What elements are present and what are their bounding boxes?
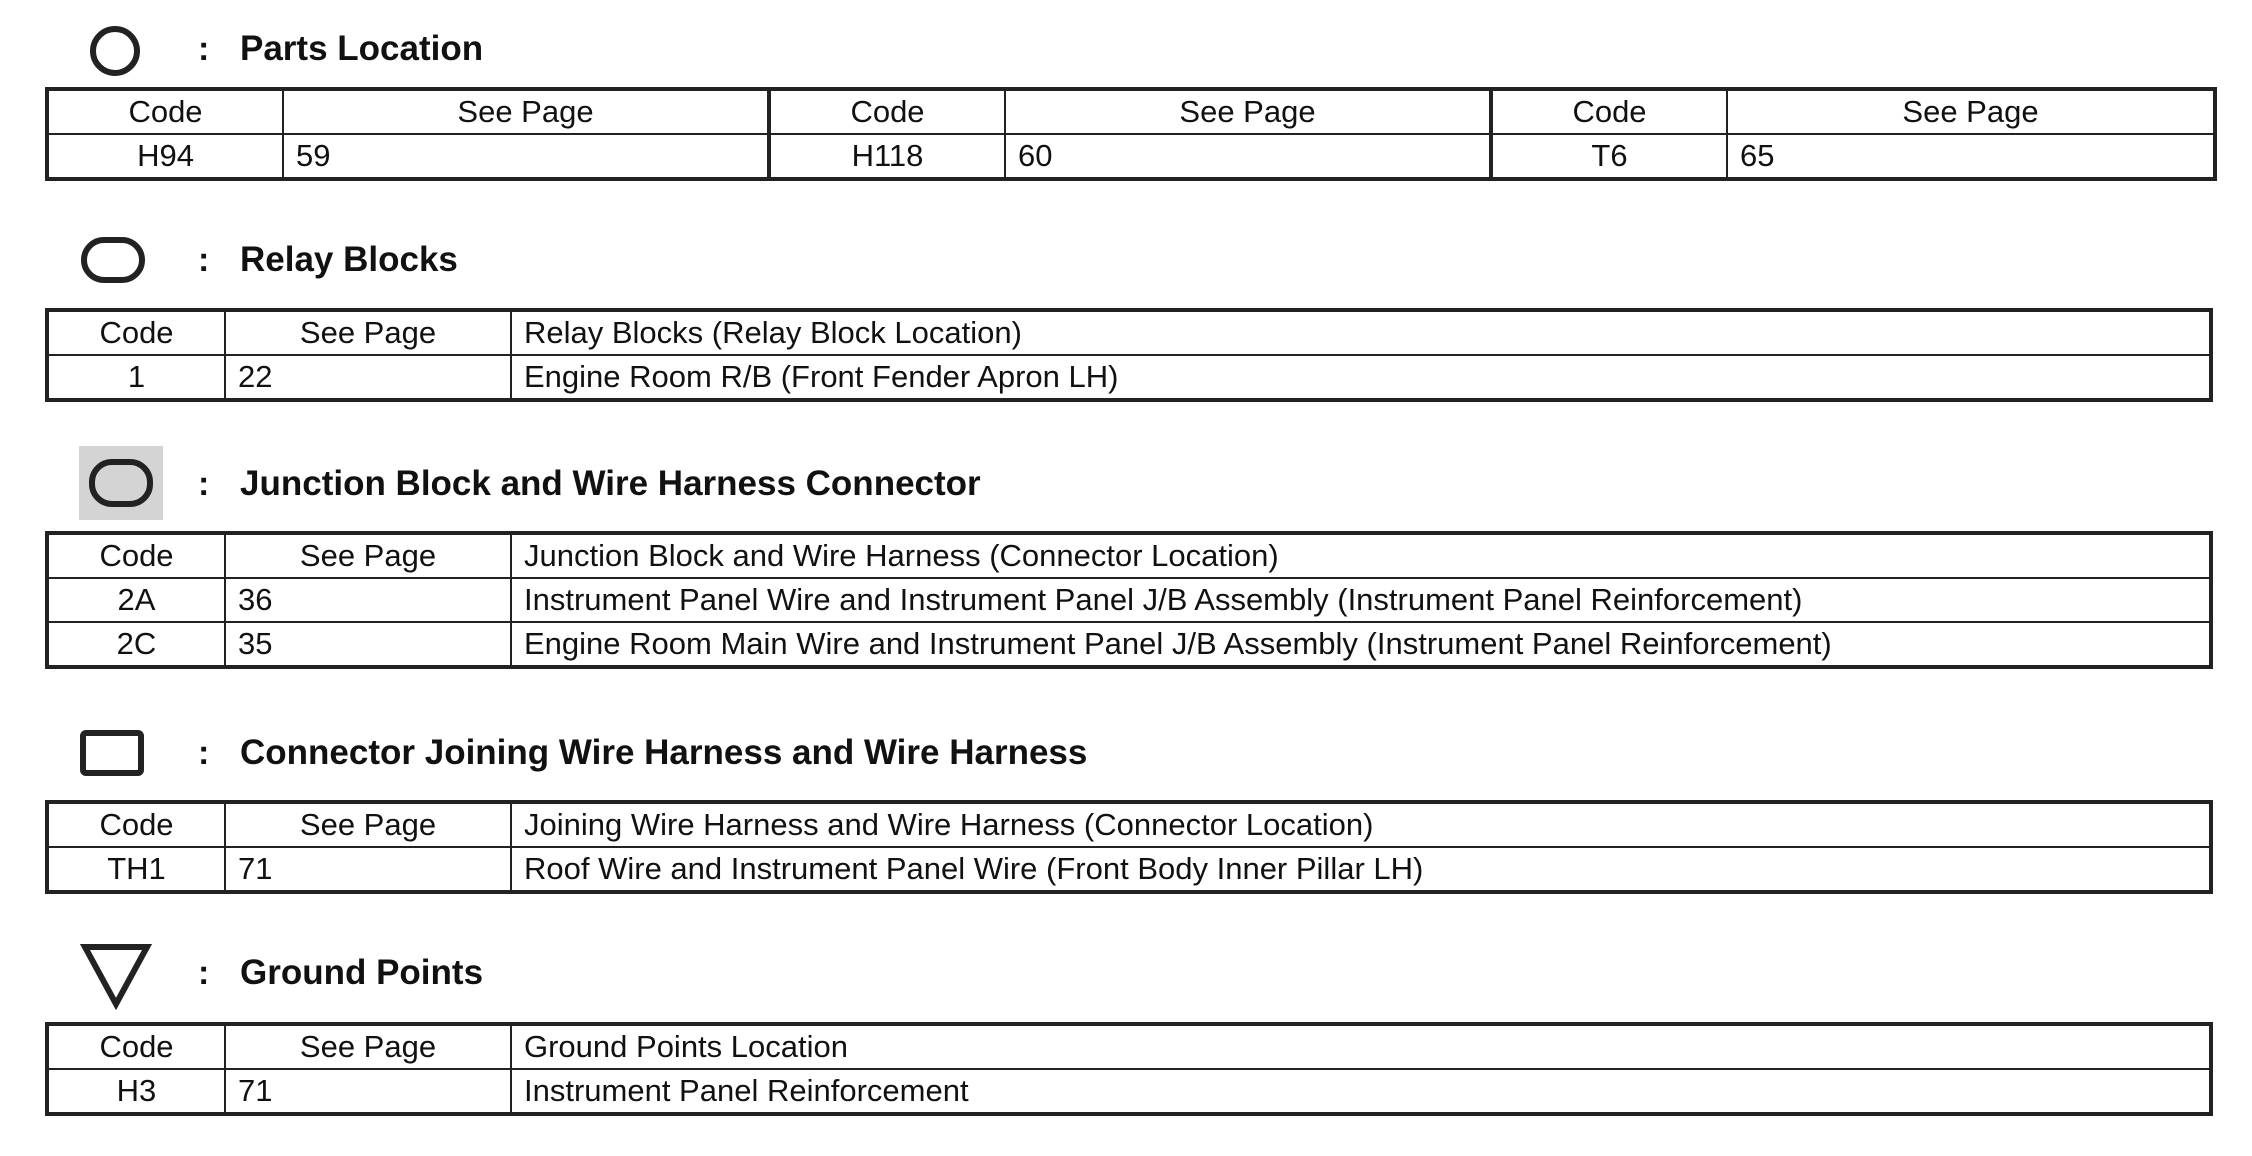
- parts-location-table: [45, 87, 2217, 181]
- cell-description: Engine Room Main Wire and Instrument Panel J/B Assembly (Instrument Panel Reinforcement): [511, 622, 2211, 667]
- section-title: Ground Points: [240, 953, 484, 992]
- header-code: Code: [1491, 89, 1727, 134]
- section-title: Relay Blocks: [240, 240, 458, 279]
- header-see-page: See Page: [225, 1024, 511, 1069]
- header-code: Code: [769, 89, 1005, 134]
- cell-page: 22: [225, 355, 511, 400]
- table-header-row: [47, 310, 2211, 355]
- table-row: [47, 847, 2211, 892]
- cell-page: 36: [225, 578, 511, 622]
- header-code: Code: [47, 1024, 225, 1069]
- cell-code: 1: [47, 355, 225, 400]
- connector-joining-table: [45, 800, 2213, 894]
- header-see-page: See Page: [225, 533, 511, 578]
- section-parts-location-header: [0, 10, 2252, 90]
- cell-code: TH1: [47, 847, 225, 892]
- colon: :: [198, 734, 210, 772]
- rectangle-icon: [79, 729, 145, 777]
- ground-points-table: [45, 1022, 2213, 1116]
- cell-description: Roof Wire and Instrument Panel Wire (Front Body Inner Pillar LH): [511, 847, 2211, 892]
- cell-code: H94: [47, 134, 283, 179]
- section-ground-points-header: [0, 934, 2252, 1014]
- header-description: Relay Blocks (Relay Block Location): [511, 310, 2211, 355]
- table-row: [47, 134, 2215, 179]
- table-header-row: [47, 802, 2211, 847]
- header-see-page: See Page: [1005, 89, 1491, 134]
- header-description: Joining Wire Harness and Wire Harness (Connector Location): [511, 802, 2211, 847]
- table-row: [47, 355, 2211, 400]
- cell-page: 35: [225, 622, 511, 667]
- rounded-oval-icon: [80, 236, 146, 284]
- header-see-page: See Page: [225, 310, 511, 355]
- header-description: Ground Points Location: [511, 1024, 2211, 1069]
- section-title: Connector Joining Wire Harness and Wire Harness: [240, 733, 1088, 772]
- table-header-row: [47, 89, 2215, 134]
- cell-code: 2C: [47, 622, 225, 667]
- table-row: [47, 622, 2211, 667]
- cell-page: 60: [1005, 134, 1491, 179]
- table-row: [47, 1069, 2211, 1114]
- section-connector-joining-header: [0, 712, 2252, 792]
- table-header-row: [47, 533, 2211, 578]
- colon: :: [198, 465, 210, 503]
- colon: :: [198, 954, 210, 992]
- junction-block-table: [45, 531, 2213, 669]
- section-title: Parts Location: [240, 29, 484, 68]
- circle-icon: [88, 24, 142, 78]
- triangle-down-icon: [80, 942, 152, 1010]
- section-junction-block-header: [0, 442, 2252, 522]
- colon: :: [198, 30, 210, 68]
- rounded-oval-shaded-icon: [88, 458, 154, 508]
- header-code: Code: [47, 89, 283, 134]
- cell-page: 65: [1727, 134, 2215, 179]
- section-relay-blocks-header: [0, 220, 2252, 300]
- cell-description: Instrument Panel Reinforcement: [511, 1069, 2211, 1114]
- header-see-page: See Page: [283, 89, 769, 134]
- cell-description: Instrument Panel Wire and Instrument Panel J/B Assembly (Instrument Panel Reinforcement): [511, 578, 2211, 622]
- cell-description: Engine Room R/B (Front Fender Apron LH): [511, 355, 2211, 400]
- relay-blocks-table: [45, 308, 2213, 402]
- section-title: Junction Block and Wire Harness Connector: [240, 464, 981, 503]
- colon: :: [198, 241, 210, 279]
- header-see-page: See Page: [225, 802, 511, 847]
- header-description: Junction Block and Wire Harness (Connector Location): [511, 533, 2211, 578]
- cell-code: H118: [769, 134, 1005, 179]
- cell-page: 71: [225, 1069, 511, 1114]
- table-row: [47, 578, 2211, 622]
- cell-code: H3: [47, 1069, 225, 1114]
- header-code: Code: [47, 310, 225, 355]
- cell-code: T6: [1491, 134, 1727, 179]
- header-code: Code: [47, 533, 225, 578]
- cell-code: 2A: [47, 578, 225, 622]
- cell-page: 71: [225, 847, 511, 892]
- table-header-row: [47, 1024, 2211, 1069]
- cell-page: 59: [283, 134, 769, 179]
- header-code: Code: [47, 802, 225, 847]
- header-see-page: See Page: [1727, 89, 2215, 134]
